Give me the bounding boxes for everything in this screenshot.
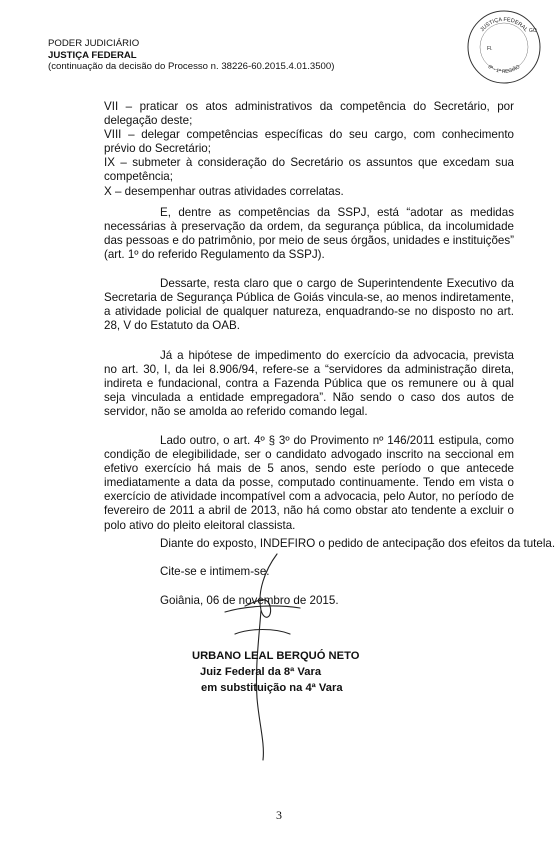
list-item: X – desempenhar outras atividades correlatas. <box>104 184 344 198</box>
seal-middle-text: Fl. <box>487 46 493 52</box>
seal-bottom-text: 8ª - 1ª REGIÃO <box>486 64 522 75</box>
paragraph-text: Já a hipótese de impedimento do exercício da advocacia, prevista no art. 30, I, da lei 8.906/94, refere-se a “servidores da administração direta, indireta e fundacional, contra a Fazenda Pública que os remunere ou à qual seja vinculada a entidade empregadora”. Não sendo o caso dos autos de servidor, não se amolda ao referido comando legal. <box>104 349 514 419</box>
signatory-name: URBANO LEAL BERQUÓ NETO <box>192 650 360 662</box>
list-item: IX – submeter à consideração do Secretário os assuntos que excedam sua competência; <box>104 156 514 184</box>
seal-left-text: GO <box>529 28 537 34</box>
list-item: VIII – delegar competências específicas do seu cargo, com conhecimento prévio do Secretário; <box>104 128 514 156</box>
svg-text:8ª - 1ª REGIÃO <box>487 64 522 75</box>
paragraph-text: Lado outro, o art. 4º § 3º do Provimento nº 146/2011 estipula, como condição de elegibilidade, ser o candidato advogado inscrito na seccional em efetivo exercício há mais de 5 anos, sendo este período o que antecede imediatamente a data da posse, computado continuamente. Tendo em vista o exercício de atividade incompatível com a advocacia, pelo Autor, no período de fevereiro de 2011 a abril de 2013, não há como obstar ato tendente a excluir o polo ativo do pleito eleitoral classista. <box>104 434 514 532</box>
signatory-role: Juiz Federal da 8ª Vara <box>200 666 322 678</box>
header-court: PODER JUDICIÁRIO <box>48 38 140 49</box>
place-date: Goiânia, 06 de novembro de 2015. <box>160 594 339 607</box>
document-header <box>48 38 334 73</box>
header-justice: JUSTIÇA FEDERAL <box>48 49 137 61</box>
page-number: 3 <box>276 808 282 822</box>
list-item: VII – praticar os atos administrativos da competência do Secretário, por delegação deste; <box>104 100 514 128</box>
header-process-ref: (continuação da decisão do Processo n. 38226-60.2015.4.01.3500) <box>48 61 335 73</box>
seal-top-text: JUSTIÇA FEDERAL <box>479 16 529 33</box>
paragraph-impediment <box>104 349 514 419</box>
paragraph-superintendent <box>104 277 514 333</box>
decision-text: Diante do exposto, INDEFIRO o pedido de antecipação dos efeitos da tutela. <box>160 537 556 550</box>
signatory-substitution: em substituição na 4ª Vara <box>201 682 343 694</box>
cite-text: Cite-se e intimem-se. <box>160 565 270 578</box>
paragraph-text: Dessarte, resta claro que o cargo de Superintendente Executivo da Secretaria de Segurança Pública de Goiás vincula-se, ao menos indiretamente, a atividade policial de qualquer natureza, enquadrando-se no disposto no art. 28, V do Estatuto da OAB. <box>104 277 514 333</box>
paragraph-text: E, dentre as competências da SSPJ, está “adotar as medidas necessárias à preservação da ordem, da segurança pública, da incolumidade das pessoas e do patrimônio, por meio de seus órgãos, unidades e instituições” (art. 1º do referido Regulamento da SSPJ). <box>104 206 514 262</box>
competence-list <box>104 100 514 199</box>
paragraph-sspj-competences <box>104 206 514 262</box>
paragraph-eligibility <box>104 434 514 533</box>
court-seal-stamp <box>465 8 543 86</box>
